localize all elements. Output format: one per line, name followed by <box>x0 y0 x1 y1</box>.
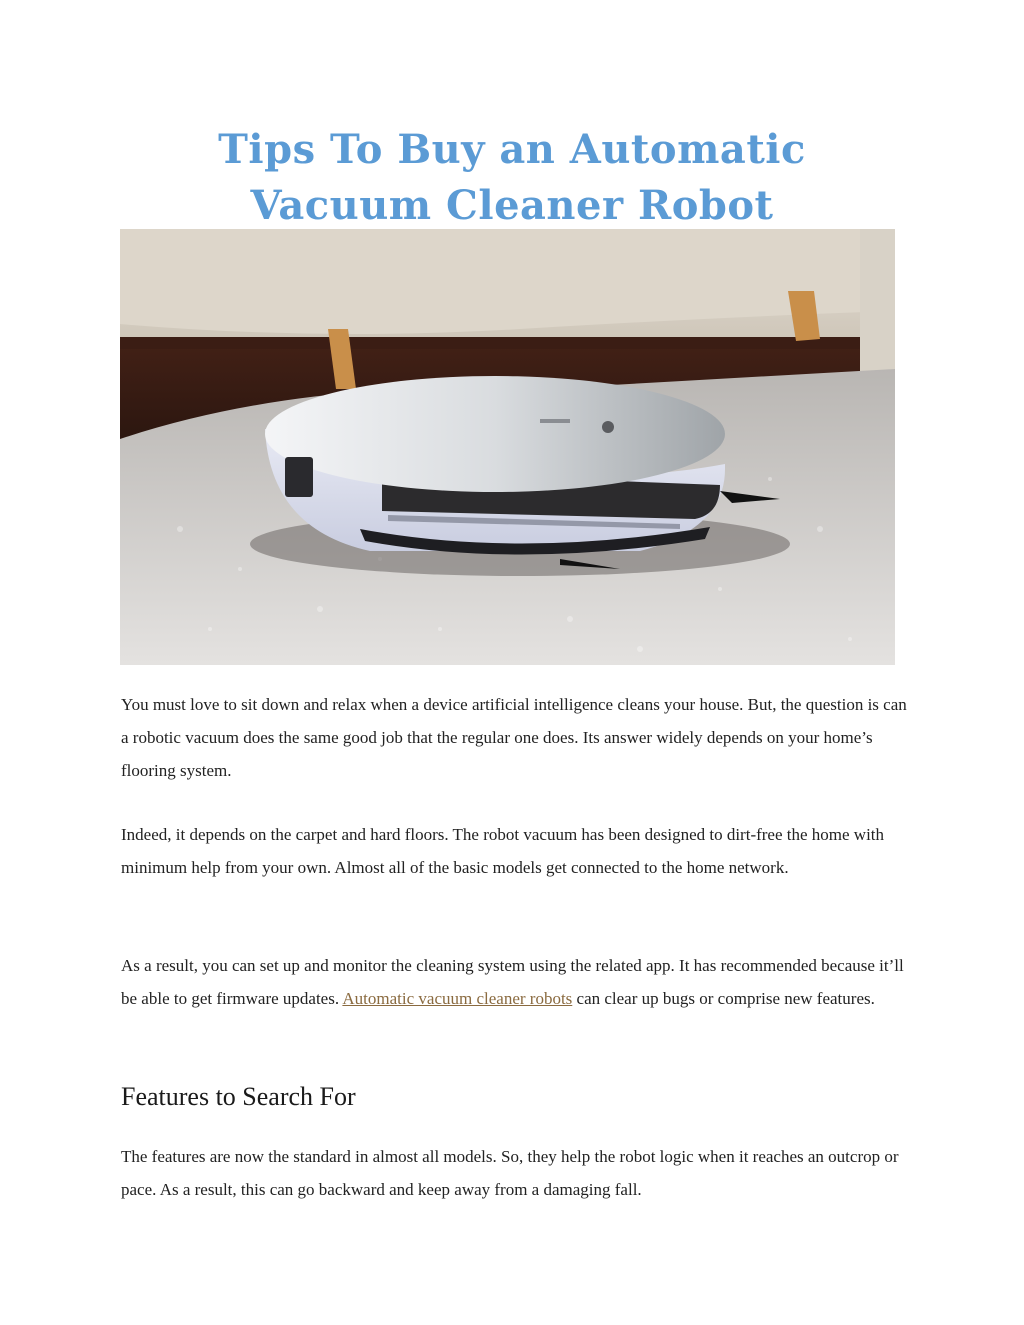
automatic-vacuum-robots-link[interactable]: Automatic vacuum cleaner robots <box>342 989 573 1008</box>
paragraph-app-text-before: As a result, you can set up and monitor the cleaning system using the related app. It has recommended because it’ll be able to get firmware updates. <box>121 956 904 1008</box>
paragraph-floors: Indeed, it depends on the carpet and hard floors. The robot vacuum has been designed to dirt-free the home with minimum help from your own. Almost all of the basic models get connected to the home network. <box>121 825 885 877</box>
paragraph-intro: You must love to sit down and relax when a device artificial intelligence cleans your house. But, the question is can a robotic vacuum does the same good job that the regular one does. Its answer widely depends on your home’s flooring system. <box>121 695 907 780</box>
paragraph-features: The features are now the standard in almost all models. So, they help the robot logic when it reaches an outcrop or pace. As a result, this can go backward and keep away from a damaging fall. <box>121 1147 899 1199</box>
title-line-1: Tips To Buy an Automatic <box>218 126 806 173</box>
robot-vacuum-photo <box>120 229 895 665</box>
paragraph-app <box>121 949 911 1015</box>
document-title <box>0 122 1024 234</box>
title-line-2: Vacuum Cleaner Robot <box>250 182 774 229</box>
paragraph-app-text-after: can clear up bugs or comprise new features. <box>572 989 875 1008</box>
section-heading-features: Features to Search For <box>121 1082 356 1111</box>
